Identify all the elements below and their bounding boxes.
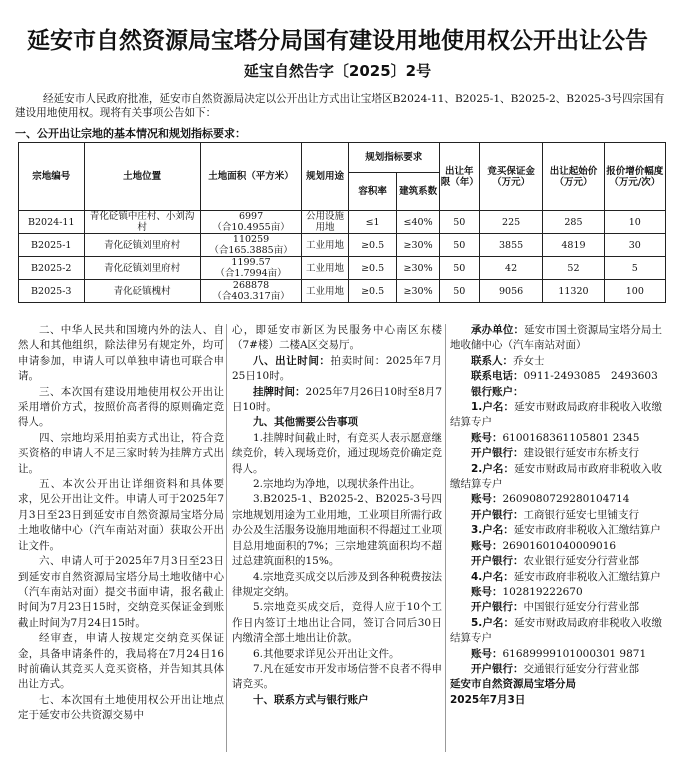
bank-value: 交通银行延安分行营业部 [523,662,639,675]
cell-term: 50 [439,280,479,303]
area-mu: （合1.7994亩） [215,268,287,279]
cell-term: 50 [439,234,479,257]
account-number [450,492,662,507]
issuer-signature: 延安市自然资源局宝塔分局 [450,678,576,691]
area-sqm: 1199.57 [231,257,271,268]
th-location: 土地位置 [84,143,200,211]
bank-accounts-title: 银行账户： [471,385,524,398]
cell-start: 4819 [543,234,604,257]
label-account-number: 账号： [471,493,503,506]
cell-code: B2025-1 [19,234,85,257]
organizer-value: 延安市国土资源局宝塔分局土地收储中心（汽车南站对面） [450,324,662,352]
notice-number: 延宝自然告字〔2025〕2号 [243,62,432,80]
cell-start: 11320 [543,280,604,303]
cell-coverage: ≥30% [397,280,439,303]
account-number-value: 102819222670 [502,585,583,598]
label-organizer: 承办单位： [471,324,525,336]
account-number [450,585,662,600]
label-account-number: 账号： [471,431,503,444]
label-account-name: 2.户名： [471,462,515,475]
label-bank: 开户银行： [471,447,524,460]
account-name-value: 延安市政府非税收入汇缴结算户 [513,570,661,583]
table-row [19,211,666,234]
table-row [19,257,666,280]
account-name [450,616,662,647]
cell-use: 工业用地 [302,280,349,303]
account-name-value: 延安市财政局政府非税收入收缴结算专户 [450,616,662,645]
cell-far: ≥0.5 [348,234,397,257]
section-heading-1: 一、公开出让宗地的基本情况和规划指标要求： [15,127,246,140]
cell-far: ≥0.5 [348,257,397,280]
label-account-number: 账号： [471,647,503,660]
paragraph-3: 三、本次国有建设用地使用权公开出让采用增价方式，按照价高者得的原则确定竞得人。 [18,385,224,429]
th-far: 容积率 [348,173,397,211]
item-3: 3.B2025-1、B2025-2、B2025-3号四宗地规划用途为工业用地，工业项目所需行政办公及生活服务设施用地面积不得超过工业项目总用地面积的7%；三宗地建筑面积均不超过总建筑面积的15%。 [232,493,442,568]
cell-location: 青化砭镇槐村 [84,280,200,303]
label-account-name: 1.户名： [471,401,515,414]
cell-deposit: 225 [479,211,542,234]
contact-value: 乔女士 [513,354,545,367]
cell-start: 52 [543,257,604,280]
account-number [450,431,662,446]
account-bank [450,662,662,677]
cell-deposit: 3855 [479,234,542,257]
section-heading-10: 十、联系方式与银行账户 [253,693,369,706]
label-account-number: 账号： [471,585,503,598]
cell-step: 5 [604,257,665,280]
th-term: 出让年限（年） [439,143,479,211]
account-name-value: 延安市政府非税收入汇缴结算户 [513,524,661,537]
cell-step: 10 [604,211,665,234]
account-name-value: 延安市财政局政府非税收入收缴结算专户 [450,401,662,429]
account-bank [450,508,662,523]
account-number-value: 6100168361105801 2345 [502,431,640,444]
intro-paragraph: 经延安市人民政府批准，延安市自然资源局决定以公开出让方式出让宝塔区B2024-11、B2025-1、B2025-2、B2025-3号四宗国有建设用地使用权。现将有关事项公告如下： [15,93,665,119]
cell-area [200,234,301,257]
account-number-value: 61689999101000301 9871 [502,647,647,660]
cell-code: B2024-11 [19,211,85,234]
paragraph-2: 二、中华人民共和国境内外的法人、自然人和其他组织，除法律另有规定外，均可申请参加，申请人可以单独申请也可联合申请。 [18,324,224,383]
th-start: 出让起始价（万元） [543,143,604,211]
account-bank [450,600,662,615]
label-account-number: 账号： [471,539,503,552]
text-column-1 [18,323,224,724]
item-7: 7.凡在延安市开发市场信誉不良者不得申请竞买。 [232,662,442,691]
cell-code: B2025-2 [19,257,85,280]
cell-deposit: 42 [479,257,542,280]
label-account-name: 5.户名： [471,616,515,629]
parcel-table [18,142,666,303]
cell-use: 公用设施用地 [302,211,349,234]
paragraph-5: 五、本次公开出让详细资料和具体要求，见公开出让文件。申请人可于2025年7月3日至23日到延安市自然资源局宝塔分局土地收储中心（汽车南站对面）获取公开出让文件。 [18,478,224,552]
account-number [450,647,662,662]
item-1: 1.挂牌时间截止时，有竞买人表示愿意继续竞价，转入现场竞价，通过现场竞价确定竞得人。 [232,431,442,475]
account-number-value: 26901601040009016 [502,539,617,552]
paragraph-6: 六、申请人可于2025年7月3日至23日到延安市自然资源局宝塔分局土地收储中心（汽车南站对面）提交书面申请，报名截止时间为7月23日15时，交纳竞买保证金到账截止时间为7月24日15时。 [18,555,224,629]
area-sqm: 110259 [232,234,270,245]
cell-deposit: 9056 [479,280,542,303]
cell-coverage: ≤40% [397,211,439,234]
item-2: 2.宗地均为净地，以现状条件出让。 [253,478,421,491]
th-step: 报价增价幅度（万元/次） [604,143,665,211]
cell-start: 285 [543,211,604,234]
venue-continued: 心，即延安市新区为民服务中心南区东楼（7#楼）二楼A区交易厅。 [232,324,442,352]
paragraph-6b: 经审查，申请人按规定交纳竞买保证金，具备申请条件的，我局将在7月24日16时前确认其竞买人竞买资格，并告知其具体出让方式。 [18,632,224,691]
account-number-value: 2609080729280104714 [502,493,630,506]
area-sqm: 6997 [238,211,264,222]
label-phone: 联系电话： [471,370,524,383]
cell-area [200,211,301,234]
cell-term: 50 [439,257,479,280]
account-bank [450,446,662,461]
account-bank [450,554,662,569]
text-column-2 [232,323,442,708]
area-mu: （合403.317亩） [212,291,290,302]
label-account-name: 4.户名： [471,570,514,583]
cell-coverage: ≥30% [397,234,439,257]
section-heading-9: 九、其他需要公告事项 [253,416,358,429]
area-mu: （合165.3885亩） [209,245,293,256]
listing-time-paragraph [232,385,442,416]
organizer [450,323,662,354]
paragraph-4: 四、宗地均采用拍卖方式出让，符合竞买资格的申请人不足三家时转为挂牌方式出让。 [18,431,224,475]
cell-area [200,280,301,303]
table-row [19,234,666,257]
label-bank: 开户银行： [471,601,524,614]
th-coverage: 建筑系数 [397,173,439,211]
cell-area [200,257,301,280]
bank-value: 农业银行延安分行营业部 [523,555,639,568]
column-divider [226,324,227,752]
th-use: 规划用途 [302,143,349,211]
account-name [450,462,662,493]
listing-time: 2025年7月26日10时至8月7日10时。 [232,385,442,414]
label-account-name: 3.户名： [471,524,514,537]
bank-value: 中国银行延安分行营业部 [523,601,639,614]
label-contact: 联系人： [471,354,513,367]
th-code: 宗地编号 [19,143,85,211]
text-column-3 [450,323,662,708]
column-divider [445,324,446,752]
account-name-value: 延安市财政局市政府非税收入收缴结算专户 [450,462,662,491]
auction-time: 拍卖时间：2025年7月25日10时。 [232,354,442,383]
phone-value: 0911-2493085 2493603 [523,370,658,383]
cell-use: 工业用地 [302,257,349,280]
th-area: 土地面积（平方米） [200,143,301,211]
label-listing: 挂牌时间： [253,385,306,398]
label-bank: 开户银行： [471,555,524,568]
cell-step: 100 [604,280,665,303]
cell-location: 青化砭镇刘里府村 [84,234,200,257]
label-bank: 开户银行： [471,662,524,675]
notice-title: 延安市自然资源局宝塔分局国有建设用地使用权公开出让公告 [27,28,648,54]
bank-value: 建设银行延安市东桥支行 [523,447,639,460]
cell-far: ≥0.5 [348,280,397,303]
item-5: 5.宗地竞买成交后，竞得人应于10个工作日内签订土地出让合同，签订合同后30日内缴清全部土地出让价款。 [232,601,442,645]
th-deposit: 竞买保证金（万元） [479,143,542,211]
cell-code: B2025-3 [19,280,85,303]
th-indicators: 规划指标要求 [348,143,439,173]
area-mu: （合10.4955亩） [212,222,290,233]
contact [450,354,662,369]
paragraph-7: 七、本次国有土地使用权公开出让地点定于延安市公共资源交易中 [18,693,224,722]
label-time: 八、出让时间： [253,354,331,367]
cell-far: ≤1 [348,211,397,234]
label-bank: 开户银行： [471,508,524,521]
area-sqm: 268878 [232,280,270,291]
bank-value: 工商银行延安七里铺支行 [523,508,639,521]
cell-location: 青化砭镇中庄村、小刘沟村 [84,211,200,234]
issue-date: 2025年7月3日 [450,693,526,706]
account-name [450,400,662,431]
table-row [19,280,666,303]
paragraph-8 [232,354,442,385]
item-4: 4.宗地竞买成交以后涉及到各种税费按法律规定交纳。 [232,570,442,598]
cell-term: 50 [439,211,479,234]
account-name [450,523,662,538]
phone [450,369,662,384]
item-6: 6.其他要求详见公开出让文件。 [253,647,400,660]
cell-coverage: ≥30% [397,257,439,280]
cell-location: 青化砭镇刘里府村 [84,257,200,280]
account-name [450,570,662,585]
cell-use: 工业用地 [302,234,349,257]
cell-step: 30 [604,234,665,257]
account-number [450,539,662,554]
